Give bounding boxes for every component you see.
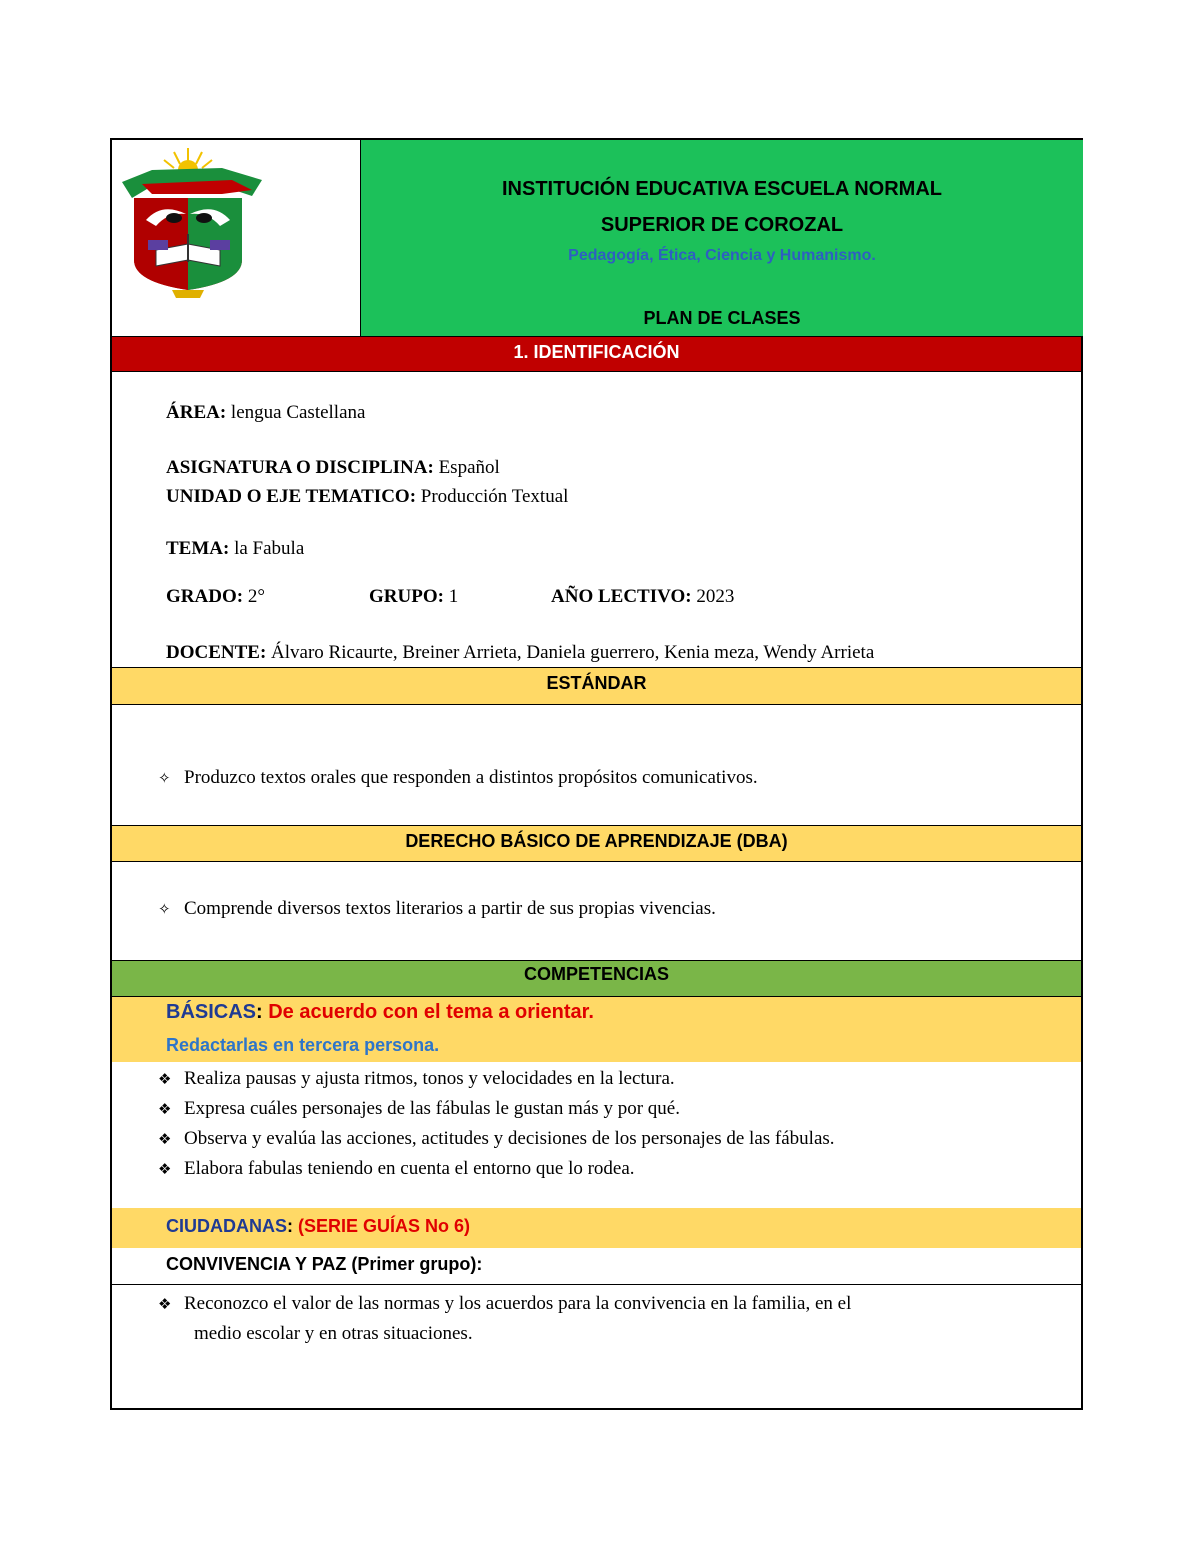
document-title: PLAN DE CLASES	[643, 308, 801, 328]
basicas-item-text: Realiza pausas y ajusta ritmos, tonos y velocidades en la lectura.	[184, 1068, 675, 1089]
institution-name-line2: SUPERIOR DE COROZAL	[600, 214, 844, 236]
ciudadanas-note: (SERIE GUÍAS No 6)	[298, 1216, 471, 1236]
basicas-heading	[166, 1001, 594, 1024]
anio-label: AÑO LECTIVO:	[551, 586, 692, 607]
basicas-band	[112, 997, 1081, 1062]
grado-value: 2°	[243, 586, 265, 607]
asignatura-line	[166, 457, 500, 479]
basicas-item-text: Expresa cuáles personajes de las fábulas le gustan más y por qué.	[184, 1098, 680, 1119]
unidad-label: UNIDAD O EJE TEMATICO:	[166, 486, 417, 507]
institution-motto: Pedagogía, Ética, Ciencia y Humanismo.	[568, 247, 876, 264]
anio-line	[551, 586, 734, 608]
grado-label: GRADO:	[166, 586, 244, 607]
solid-bullet-icon: ❖	[158, 1100, 172, 1118]
dba-band: DERECHO BÁSICO DE APRENDIZAJE (DBA)	[112, 825, 1081, 862]
unidad-value: Producción Textual	[416, 486, 569, 507]
dba-text: Comprende diversos textos literarios a partir de sus propias vivencias.	[184, 898, 716, 919]
basicas-item	[158, 1098, 680, 1120]
lesson-plan-table	[110, 138, 1083, 1410]
docente-label: DOCENTE:	[166, 642, 267, 663]
dba-item	[158, 898, 716, 920]
solid-bullet-icon: ❖	[158, 1295, 172, 1313]
grupo-line	[369, 586, 458, 608]
basicas-body	[112, 1062, 1081, 1208]
identificacion-band: 1. IDENTIFICACIÓN	[112, 336, 1081, 372]
basicas-item	[158, 1158, 635, 1180]
basicas-note: De acuerdo con el tema a orientar.	[268, 1001, 594, 1023]
ciudadanas-band	[112, 1208, 1081, 1248]
area-value: lengua Castellana	[226, 402, 366, 423]
tema-line	[166, 538, 304, 560]
estandar-item	[158, 767, 758, 789]
grado-line	[166, 586, 265, 608]
competencias-band: COMPETENCIAS	[112, 960, 1081, 997]
basicas-colon: :	[256, 1001, 269, 1023]
convivencia-body	[112, 1285, 1081, 1410]
school-crest-icon	[112, 140, 360, 336]
asignatura-label: ASIGNATURA O DISCIPLINA:	[166, 457, 434, 478]
area-line	[166, 402, 365, 424]
convivencia-row	[112, 1248, 1081, 1285]
basicas-item	[158, 1128, 835, 1150]
institution-name-line1: INSTITUCIÓN EDUCATIVA ESCUELA NORMAL	[502, 178, 942, 200]
solid-bullet-icon: ❖	[158, 1160, 172, 1178]
title-cell	[361, 140, 1083, 336]
estandar-body	[112, 705, 1081, 825]
outline-bullet-icon: ✧	[158, 769, 171, 787]
convivencia-label: CONVIVENCIA Y PAZ (Primer grupo):	[166, 1254, 483, 1274]
docente-line	[166, 642, 874, 664]
grupo-value: 1	[443, 586, 459, 607]
basicas-note2: Redactarlas en tercera persona.	[166, 1035, 440, 1055]
basicas-item	[158, 1068, 675, 1090]
tema-value: la Fabula	[229, 538, 305, 559]
estandar-band: ESTÁNDAR	[112, 667, 1081, 705]
basicas-item-text: Observa y evalúa las acciones, actitudes y decisiones de los personajes de las fábulas.	[184, 1128, 835, 1149]
convivencia-item-line1: Reconozco el valor de las normas y los acuerdos para la convivencia en la familia, en el	[184, 1293, 852, 1314]
basicas-label: BÁSICAS	[166, 1001, 257, 1023]
convivencia-item-line2: medio escolar y en otras situaciones.	[194, 1323, 473, 1344]
docente-value: Álvaro Ricaurte, Breiner Arrieta, Daniela guerrero, Kenia meza, Wendy Arrieta	[266, 642, 875, 663]
unidad-line	[166, 486, 568, 508]
outline-bullet-icon: ✧	[158, 900, 171, 918]
identificacion-body	[112, 372, 1081, 667]
convivencia-item	[158, 1293, 851, 1315]
grupo-label: GRUPO:	[369, 586, 444, 607]
solid-bullet-icon: ❖	[158, 1070, 172, 1088]
ciudadanas-heading	[166, 1216, 470, 1237]
asignatura-value: Español	[433, 457, 500, 478]
anio-value: 2023	[691, 586, 735, 607]
estandar-text: Produzco textos orales que responden a distintos propósitos comunicativos.	[184, 767, 758, 788]
area-label: ÁREA:	[166, 402, 227, 423]
ciudadanas-colon: :	[287, 1216, 298, 1236]
tema-label: TEMA:	[166, 538, 230, 559]
basicas-item-text: Elabora fabulas teniendo en cuenta el entorno que lo rodea.	[184, 1158, 635, 1179]
solid-bullet-icon: ❖	[158, 1130, 172, 1148]
ciudadanas-label: CIUDADANAS	[166, 1216, 287, 1236]
logo-cell	[112, 140, 361, 336]
dba-body	[112, 862, 1081, 960]
